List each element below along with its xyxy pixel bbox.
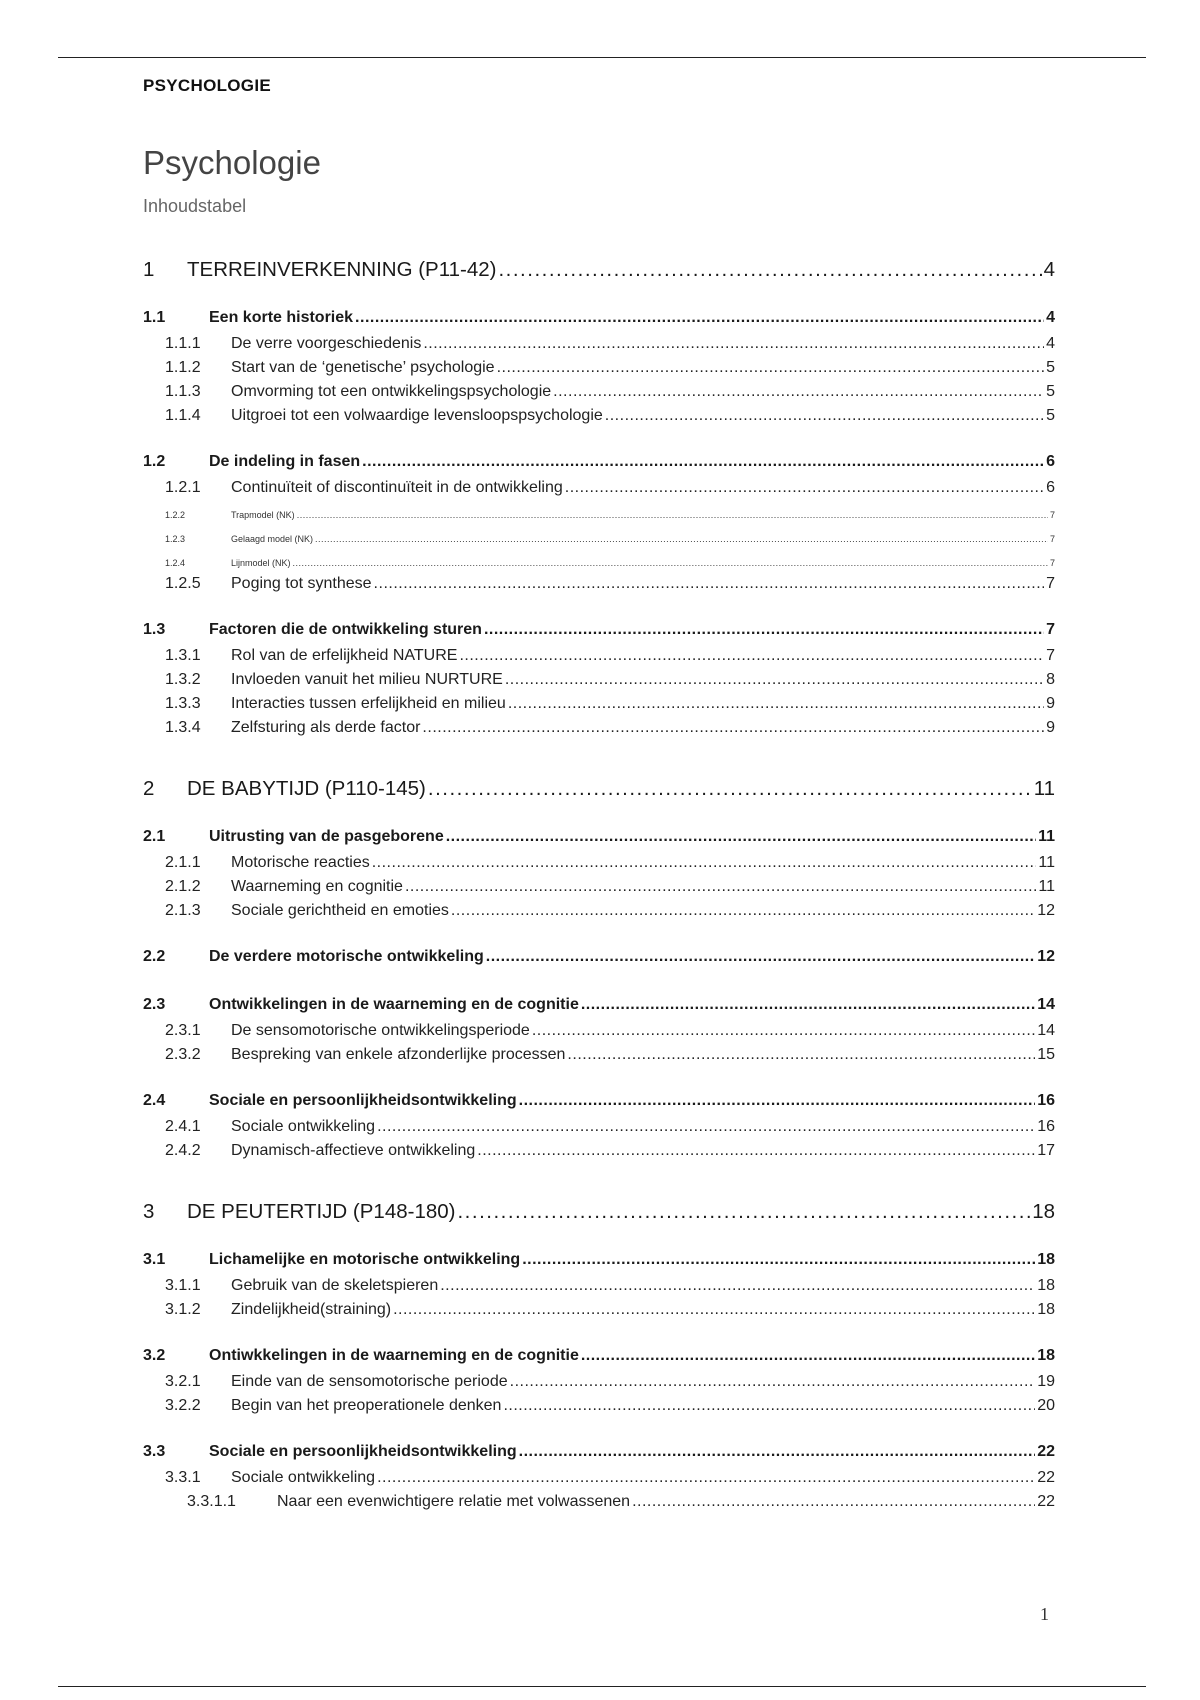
toc-entry-title: Ontiwkkelingen in de waarneming en de cognitie [209,1347,579,1364]
toc-dot-leader [477,1142,1035,1160]
toc-entry-page: 5 [1046,359,1055,376]
toc-dot-leader [581,996,1035,1014]
toc-entry-page: 7 [1049,534,1055,544]
toc-entry-1-2-4[interactable] [143,551,1055,575]
toc-dot-leader [374,575,1045,593]
toc-entry-title: Continuïteit of discontinuïteit in de ontwikkeling [231,479,563,496]
toc-entry-number: 1.1.1 [165,335,201,352]
toc-dot-leader [405,878,1036,896]
toc-entry-title: Interacties tussen erfelijkheid en milieu [231,695,506,712]
toc-entry-title: Einde van de sensomotorische periode [231,1373,508,1390]
toc-dot-leader [522,1251,1035,1269]
toc-entry-2-2[interactable] [143,948,1055,974]
toc-entry-page: 11 [1038,828,1055,845]
toc-dot-leader [519,1443,1036,1461]
toc-entry-number: 1.1 [143,309,166,326]
toc-entry-title: Factoren die de ontwikkeling sturen [209,621,482,638]
toc-entry-page: 5 [1046,407,1055,424]
toc-entry-page: 22 [1037,1469,1055,1486]
toc-entry-page: 4 [1043,258,1055,281]
toc-dot-leader [503,1397,1035,1415]
toc-entry-number: 1.3 [143,621,166,638]
toc-dot-leader [355,309,1044,327]
toc-entry-number: 1.1.3 [165,383,201,400]
page-title: Psychologie [143,144,321,181]
toc-entry-3-1-1[interactable] [143,1277,1055,1301]
toc-entry-number: 3 [143,1200,155,1223]
toc-entry-title: De sensomotorische ontwikkelingsperiode [231,1022,530,1039]
toc-entry-1-2-1[interactable] [143,479,1055,503]
toc-entry-number: 2.3.1 [165,1022,201,1039]
toc-entry-1-1-2[interactable] [143,359,1055,383]
toc-dot-leader [605,407,1044,425]
toc-entry-title: Uitrusting van de pasgeborene [209,828,444,845]
toc-entry-number: 1.3.3 [165,695,201,712]
toc-entry-2-3[interactable] [143,996,1055,1022]
toc-entry-title: Sociale en persoonlijkheidsontwikkeling [209,1443,517,1460]
toc-entry-title: Naar een evenwichtigere relatie met volwassenen [277,1493,631,1510]
toc-entry-page: 22 [1037,1443,1055,1460]
toc-entry-number: 3.3 [143,1443,166,1460]
toc-entry-1-2-3[interactable] [143,527,1055,551]
toc-entry-number: 2.4.2 [165,1142,201,1159]
toc-entry-number: 1.3.4 [165,719,201,736]
toc-dot-leader [422,719,1044,737]
toc-entry-title: Bespreking van enkele afzonderlijke processen [231,1046,566,1063]
toc-entry-title: Sociale gerichtheid en emoties [231,902,449,919]
toc-entry-page: 18 [1037,1251,1055,1268]
toc-dot-leader [486,948,1035,966]
toc-entry-page: 16 [1037,1118,1055,1135]
toc-entry-page: 6 [1046,453,1055,470]
toc-entry-number: 3.1.2 [165,1301,201,1318]
toc-entry-number: 2.3 [143,996,166,1013]
toc-entry-title: Zelfsturing als derde factor [231,719,421,736]
toc-entry-number: 1 [143,258,155,281]
toc-entry-2-1[interactable] [143,828,1055,854]
toc-entry-number: 2.1.1 [165,854,201,871]
toc-entry-3-1[interactable] [143,1251,1055,1277]
toc-entry-title: Een korte historiek [209,309,354,326]
toc-dot-leader [532,1022,1035,1040]
toc-dot-leader [362,453,1044,471]
toc-entry-page: 8 [1046,671,1055,688]
toc-entry-title: Motorische reacties [231,854,370,871]
toc-dot-leader [567,1046,1035,1064]
toc-entry-1-3-4[interactable] [143,719,1055,743]
toc-entry-page: 19 [1037,1373,1055,1390]
toc-entry-title: TERREINVERKENNING (P11-42) [187,258,497,281]
toc-entry-1-3-3[interactable] [143,695,1055,719]
toc-entry-page: 4 [1046,309,1055,326]
toc-entry-title: Zindelijkheid(straining) [231,1301,392,1318]
toc-entry-3-1-2[interactable] [143,1301,1055,1325]
toc-entry-title: Gelaagd model (NK) [231,534,314,544]
toc-entry-number: 1.3.2 [165,671,201,688]
toc-entry-title: Lijnmodel (NK) [231,558,291,568]
toc-entry-title: Start van de ‘genetische’ psychologie [231,359,495,376]
toc-entry-number: 1.3.1 [165,647,201,664]
toc-entry-page: 18 [1037,1347,1055,1364]
toc-entry-number: 3.3.1 [165,1469,201,1486]
toc-entry-page: 7 [1046,621,1055,638]
toc-dot-leader [457,1200,1030,1224]
toc-dot-leader [519,1092,1036,1110]
toc-dot-leader [632,1493,1035,1511]
toc-entry-number: 3.1 [143,1251,166,1268]
toc-entry-page: 20 [1037,1397,1055,1414]
toc-dot-leader [484,621,1044,639]
toc-entry-number: 2.1.3 [165,902,201,919]
toc-entry-2-3-2[interactable] [143,1046,1055,1070]
toc-entry-2-1-3[interactable] [143,902,1055,926]
toc-entry-1-3[interactable] [143,621,1055,647]
toc-entry-page: 11 [1038,878,1055,895]
toc-dot-leader [440,1277,1035,1295]
toc-entry-page: 17 [1037,1142,1055,1159]
toc-entry-1-3-1[interactable] [143,647,1055,671]
toc-entry-page: 11 [1038,854,1055,871]
toc-entry-page: 4 [1046,335,1055,352]
toc-entry-page: 16 [1037,1092,1055,1109]
toc-entry-number: 2.4 [143,1092,166,1109]
toc-entry-number: 1.2 [143,453,166,470]
toc-dot-leader [297,503,1048,527]
toc-entry-title: Ontwikkelingen in de waarneming en de cognitie [209,996,579,1013]
toc-entry-number: 2.3.2 [165,1046,201,1063]
toc-dot-leader [377,1469,1035,1487]
toc-entry-title: De verdere motorische ontwikkeling [209,948,484,965]
page-number: 1 [1040,1604,1049,1624]
toc-dot-leader [451,902,1035,920]
toc-entry-title: Invloeden vanuit het milieu NURTURE [231,671,503,688]
toc-entry-page: 14 [1037,996,1055,1013]
toc-entry-number: 1.1.2 [165,359,201,376]
toc-entry-page: 7 [1049,558,1055,568]
toc-entry-number: 1.1.4 [165,407,201,424]
toc-dot-leader [446,828,1036,846]
toc-entry-title: Poging tot synthese [231,575,372,592]
page-subtitle: Inhoudstabel [143,196,247,216]
toc-entry-title: Waarneming en cognitie [231,878,403,895]
toc-entry-title: Lichamelijke en motorische ontwikkeling [209,1251,521,1268]
toc-entry-page: 12 [1037,948,1055,965]
toc-entry-page: 14 [1037,1022,1055,1039]
footer-rule [58,1686,1146,1687]
toc-entry-2-4[interactable] [143,1092,1055,1118]
toc-entry-title: Sociale ontwikkeling [231,1118,376,1135]
toc-entry-number: 3.2.2 [165,1397,201,1414]
toc-entry-title: DE BABYTIJD (P110-145) [187,777,426,800]
toc-dot-leader [505,671,1044,689]
toc-entry-number: 3.1.1 [165,1277,201,1294]
toc-entry-1-2-5[interactable] [143,575,1055,599]
toc-entry-number: 3.2 [143,1347,166,1364]
toc-dot-leader [581,1347,1035,1365]
toc-entry-number: 2 [143,777,155,800]
toc-entry-title: DE PEUTERTIJD (P148-180) [187,1200,456,1223]
toc-entry-3-2-2[interactable] [143,1397,1055,1421]
toc-dot-leader [372,854,1037,872]
toc-entry-title: Rol van de erfelijkheid NATURE [231,647,458,664]
toc-entry-number: 1.2.2 [165,510,186,520]
toc-entry-3[interactable] [143,1200,1055,1234]
toc-entry-number: 3.3.1.1 [187,1493,236,1510]
toc-entry-number: 3.2.1 [165,1373,201,1390]
toc-dot-leader [428,777,1032,801]
toc-entry-2-1-2[interactable] [143,878,1055,902]
toc-entry-page: 15 [1037,1046,1055,1063]
toc-entry-number: 2.1 [143,828,166,845]
toc-entry-page: 12 [1037,902,1055,919]
toc-entry-title: De indeling in fasen [209,453,361,470]
toc-entry-page: 18 [1037,1277,1055,1294]
toc-entry-number: 1.2.3 [165,534,186,544]
toc-entry-page: 7 [1049,510,1055,520]
toc-dot-leader [565,479,1044,497]
toc-dot-leader [423,335,1044,353]
toc-entry-page: 18 [1037,1301,1055,1318]
toc-entry-number: 2.1.2 [165,878,201,895]
toc-entry-page: 5 [1046,383,1055,400]
toc-entry-3-2[interactable] [143,1347,1055,1373]
toc-dot-leader [553,383,1044,401]
toc-dot-leader [497,359,1045,377]
toc-entry-number: 1.2.1 [165,479,201,496]
toc-entry-title: Sociale ontwikkeling [231,1469,376,1486]
toc-entry-2-1-1[interactable] [143,854,1055,878]
toc-entry-2[interactable] [143,777,1055,811]
toc-entry-title: Dynamisch-affectieve ontwikkeling [231,1142,476,1159]
toc-entry-number: 2.4.1 [165,1118,201,1135]
toc-entry-title: Gebruik van de skeletspieren [231,1277,439,1294]
toc-dot-leader [377,1118,1035,1136]
toc-entry-number: 2.2 [143,948,166,965]
table-of-contents [143,258,1055,1517]
toc-entry-1-1[interactable] [143,309,1055,335]
toc-entry-2-3-1[interactable] [143,1022,1055,1046]
toc-entry-page: 7 [1046,647,1055,664]
toc-entry-3-3-1[interactable] [143,1469,1055,1493]
toc-entry-1-2[interactable] [143,453,1055,479]
toc-entry-1-1-1[interactable] [143,335,1055,359]
toc-entry-title: Trapmodel (NK) [231,510,295,520]
toc-entry-1-1-3[interactable] [143,383,1055,407]
toc-entry-title: Omvorming tot een ontwikkelingspsychologie [231,383,552,400]
toc-entry-1-3-2[interactable] [143,671,1055,695]
toc-entry-2-4-2[interactable] [143,1142,1055,1166]
toc-entry-3-2-1[interactable] [143,1373,1055,1397]
toc-entry-page: 9 [1046,719,1055,736]
toc-entry-3-3-1-1[interactable] [143,1493,1055,1517]
toc-entry-page: 22 [1037,1493,1055,1510]
header-rule [58,57,1146,58]
toc-entry-1-2-2[interactable] [143,503,1055,527]
toc-dot-leader [293,551,1048,575]
toc-entry-page: 6 [1046,479,1055,496]
toc-entry-3-3[interactable] [143,1443,1055,1469]
toc-dot-leader [498,258,1041,282]
toc-dot-leader [315,527,1048,551]
toc-entry-1-1-4[interactable] [143,407,1055,431]
toc-entry-number: 1.2.5 [165,575,201,592]
toc-entry-title: Uitgroei tot een volwaardige levensloopspsychologie [231,407,603,424]
running-header: PSYCHOLOGIE [143,76,271,95]
toc-entry-1[interactable] [143,258,1055,292]
toc-entry-title: De verre voorgeschiedenis [231,335,422,352]
toc-entry-page: 9 [1046,695,1055,712]
toc-entry-page: 7 [1046,575,1055,592]
toc-dot-leader [510,1373,1036,1391]
toc-dot-leader [393,1301,1035,1319]
toc-dot-leader [508,695,1044,713]
toc-entry-page: 11 [1033,777,1055,800]
toc-dot-leader [459,647,1044,665]
toc-entry-title: Begin van het preoperationele denken [231,1397,502,1414]
toc-entry-2-4-1[interactable] [143,1118,1055,1142]
toc-entry-title: Sociale en persoonlijkheidsontwikkeling [209,1092,517,1109]
toc-entry-number: 1.2.4 [165,558,186,568]
toc-entry-page: 18 [1032,1200,1055,1223]
